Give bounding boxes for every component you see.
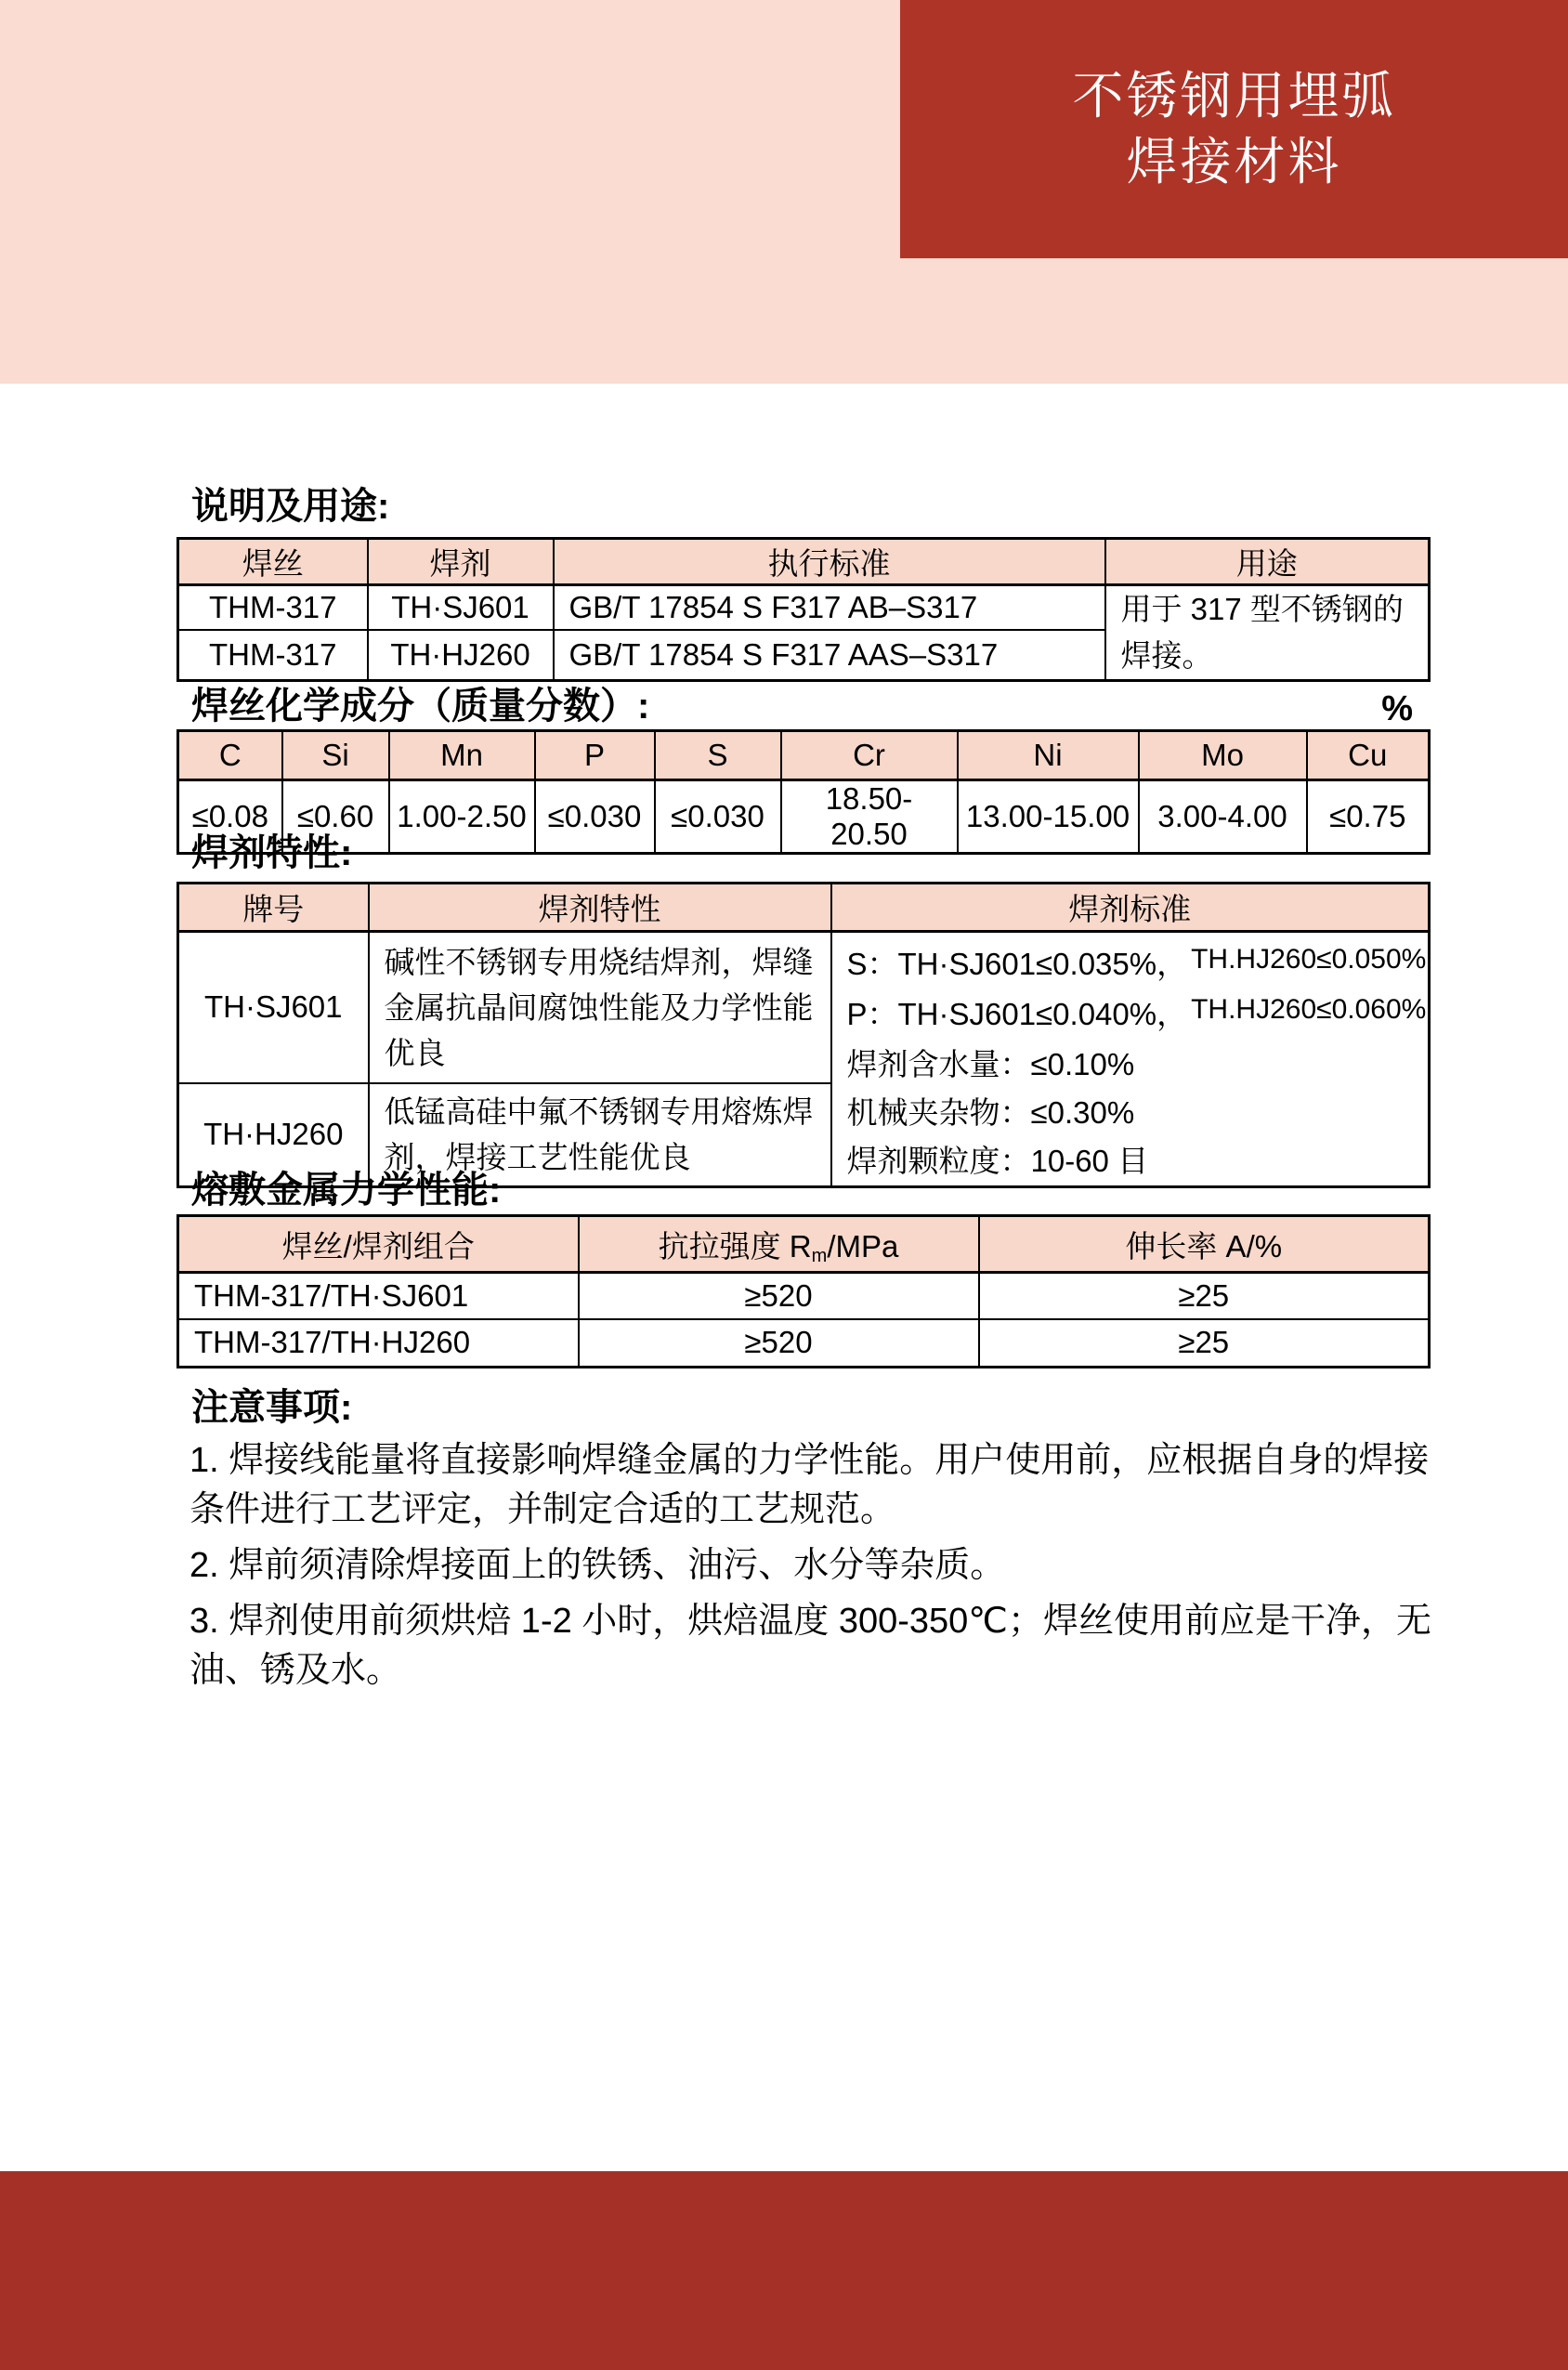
mech-row [178,1273,1430,1319]
flux-brand-2: TH·HJ260 [178,1083,369,1187]
title-banner [900,0,1568,258]
flux-table [176,882,1431,1188]
usage-purpose-cell: 用于 317 型不锈钢的焊接。 [1105,585,1430,681]
flux-standard-line-S [846,940,1427,990]
mech-row [178,1319,1430,1368]
chem-value-Cu: ≤0.75 [1307,780,1430,854]
flux-feature-1: 碱性不锈钢专用烧结焊剂，焊缝金属抗晶间腐蚀性能及力学性能优良 [369,932,831,1083]
usage-wire-1: THM-317 [178,585,368,631]
title-line-1: 不锈钢用埋弧 [1072,67,1396,124]
chem-header-P: P [535,731,655,780]
flux-standard-inclusions: 机械夹杂物：≤0.30% [846,1095,1135,1130]
section-heading-chemistry: 焊丝化学成分（质量分数）: [191,686,650,727]
flux-standard-s-left: S：TH·SJ601≤0.035%， [846,947,1188,981]
chem-header-C: C [178,731,282,780]
flux-standard-s-right: TH.HJ260≤0.050% [1191,944,1427,975]
chemistry-unit-percent: % [1381,689,1413,728]
chem-header-Ni: Ni [958,731,1139,780]
mech-tensile-1: ≥520 [579,1273,979,1319]
flux-row [178,932,1430,1083]
chem-value-P: ≤0.030 [535,780,655,854]
mech-tensile-2: ≥520 [579,1319,979,1368]
mech-elongation-1: ≥25 [979,1273,1430,1319]
usage-flux-1: TH·SJ601 [368,585,554,631]
usage-wire-2: THM-317 [178,630,368,680]
mech-header-elongation: 伸长率 A/% [979,1216,1430,1273]
usage-header-purpose: 用途 [1105,539,1430,585]
chem-header-S: S [655,731,781,780]
section-heading-usage: 说明及用途: [191,486,390,527]
mech-header-tensile-suffix: /MPa [827,1228,899,1264]
flux-brand-1: TH·SJ601 [178,932,369,1083]
chem-header-Mo: Mo [1139,731,1307,780]
mech-elongation-2: ≥25 [979,1319,1430,1368]
flux-feature-2: 低锰高硅中氟不锈钢专用熔炼焊剂，焊接工艺性能优良 [369,1083,831,1187]
section-heading-flux: 焊剂特性: [191,832,353,873]
chem-value-S: ≤0.030 [655,780,781,854]
bottom-red-band [0,2171,1568,2370]
note-item-1: 1. 焊接线能量将直接影响焊缝金属的力学性能。用户使用前，应根据自身的焊接条件进行工艺评定，并制定合适的工艺规范。 [189,1441,1430,1529]
section-heading-notes: 注意事项: [191,1387,353,1428]
mechanical-table [176,1214,1431,1368]
usage-header-flux: 焊剂 [368,539,554,585]
chem-value-C: ≤0.08 [178,780,282,854]
chemistry-heading-row [176,683,1428,729]
chem-header-Mn: Mn [389,731,535,780]
section-heading-mechanical: 熔敷金属力学性能: [191,1170,502,1211]
mech-header-tensile [579,1216,979,1273]
flux-standard-cell [831,932,1430,1187]
usage-header-standard: 执行标准 [554,539,1105,585]
mech-combo-2: THM-317/TH·HJ260 [178,1319,579,1368]
flux-standard-water: 焊剂含水量：≤0.10% [846,1047,1135,1081]
mech-header-tensile-prefix: 抗拉强度 R [658,1228,812,1264]
chem-value-Mn: 1.00-2.50 [389,780,535,854]
note-item-2: 2. 焊前须清除焊接面上的铁锈、油污、水分等杂质。 [189,1546,1006,1585]
title-line-2: 焊接材料 [1126,133,1342,190]
mech-combo-1: THM-317/TH·SJ601 [178,1273,579,1319]
flux-standard-line-P [846,990,1427,1041]
flux-standard-granularity: 焊剂颗粒度：10-60 目 [846,1144,1149,1178]
usage-table [176,537,1431,682]
mech-header-tensile-subscript: m [811,1245,828,1266]
mech-header-combo: 焊丝/焊剂组合 [178,1216,579,1273]
chem-value-Mo: 3.00-4.00 [1139,780,1307,854]
chem-header-Cu: Cu [1307,731,1430,780]
chem-value-Ni: 13.00-15.00 [958,780,1139,854]
chem-value-Si: ≤0.60 [282,780,389,854]
notes-list [176,1436,1441,1702]
chem-header-Si: Si [282,731,389,780]
usage-flux-2: TH·HJ260 [368,630,554,680]
flux-standard-p-right: TH.HJ260≤0.060% [1191,994,1427,1025]
flux-header-brand: 牌号 [178,884,369,932]
chem-header-Cr: Cr [781,731,958,780]
usage-standard-1: GB/T 17854 S F317 AB–S317 [554,585,1105,631]
usage-standard-2: GB/T 17854 S F317 AAS–S317 [554,630,1105,680]
note-item-3: 3. 焊剂使用前须烘焙 1-2 小时，烘焙温度 300-350℃；焊丝使用前应是干净，无油、锈及水。 [189,1602,1431,1690]
flux-header-feature: 焊剂特性 [369,884,831,932]
usage-header-wire: 焊丝 [178,539,368,585]
flux-standard-p-left: P：TH·SJ601≤0.040%， [846,997,1188,1031]
flux-header-standard: 焊剂标准 [831,884,1430,932]
usage-row [178,585,1430,631]
chem-value-Cr: 18.50-20.50 [781,780,958,854]
